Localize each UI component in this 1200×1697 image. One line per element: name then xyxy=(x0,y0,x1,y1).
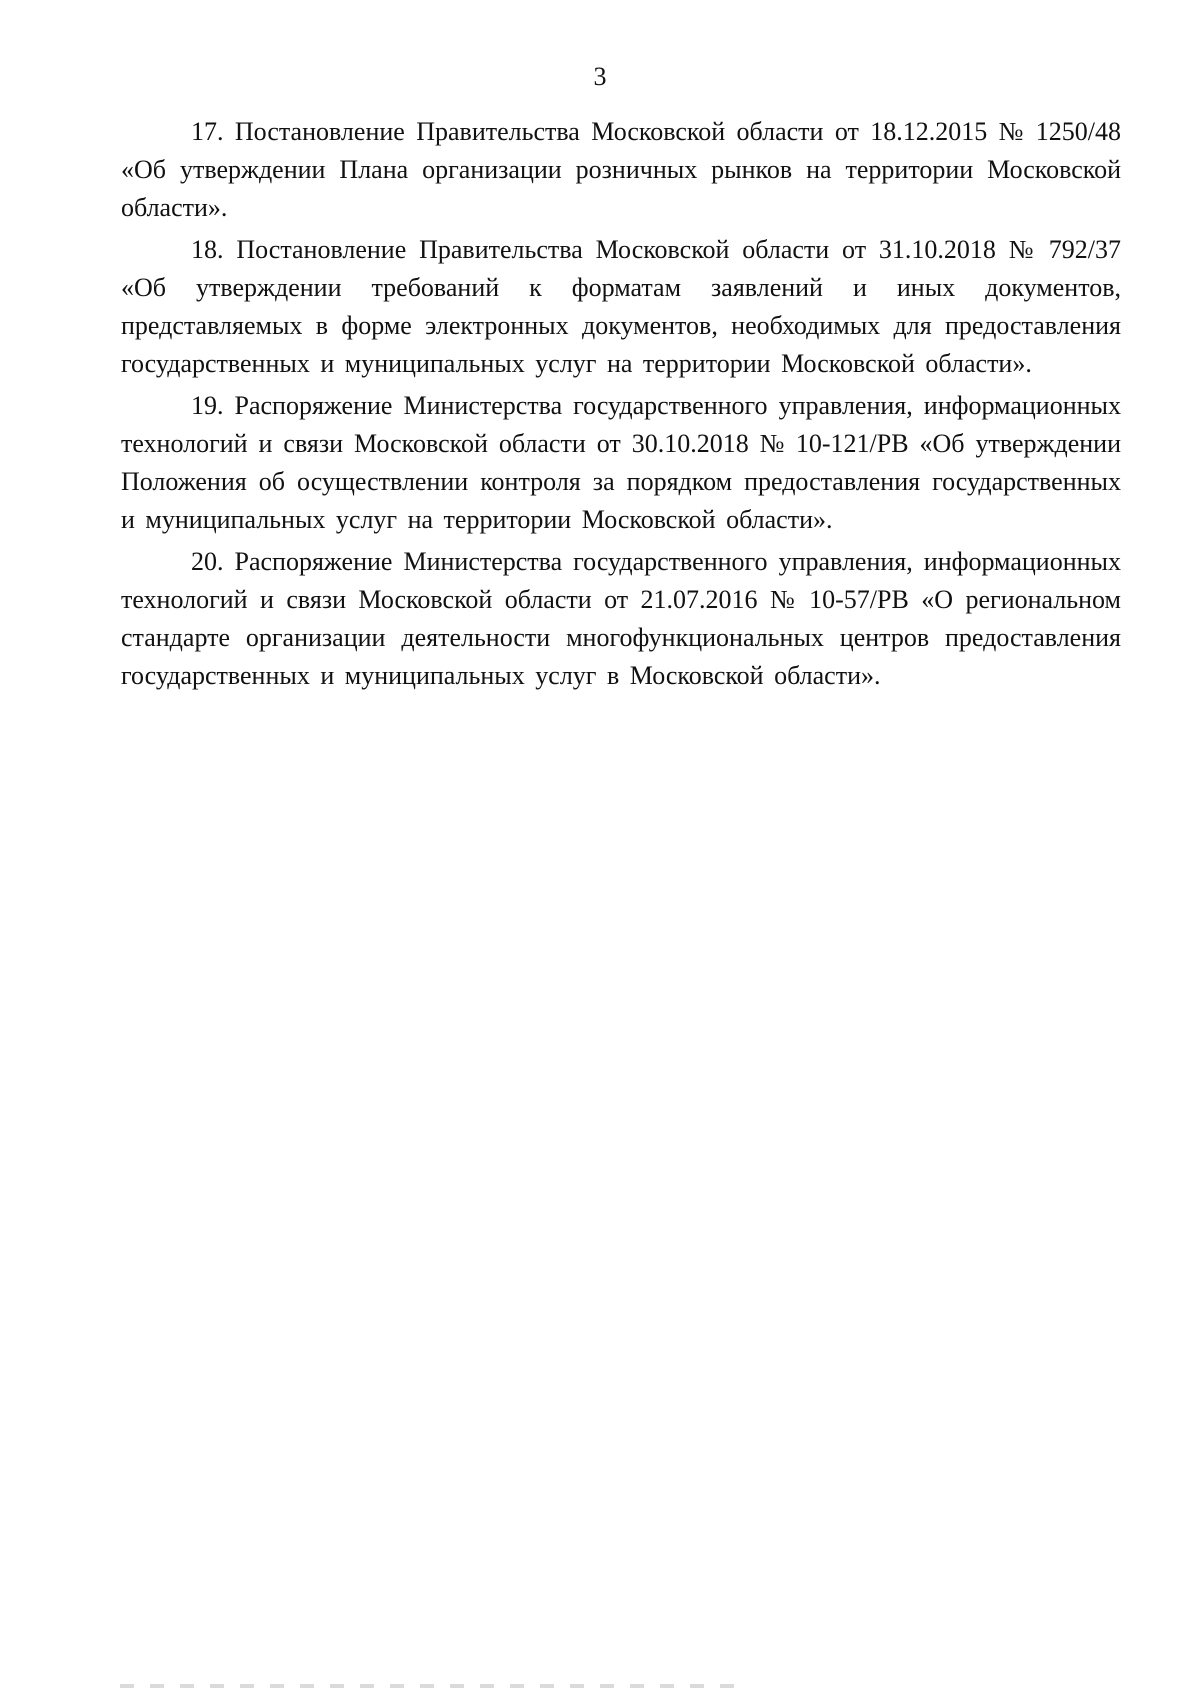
list-item-18: 18. Постановление Правительства Московской области от 31.10.2018 № 792/37 «Об утверждении требований к форматам заявлений и иных документов, представляемых в форме электронных документов, необходимых для предоставления государственных и муниципальных услуг на территории Московской области». xyxy=(121,235,1121,378)
legal-acts-list xyxy=(121,113,1121,699)
page-number: 3 xyxy=(593,62,607,91)
scan-footer-artifact xyxy=(120,1684,740,1688)
list-item-20: 20. Распоряжение Министерства государственного управления, информационных технологий и связи Московской области от 21.07.2016 № 10-57/РВ «О региональном стандарте организации деятельности многофункциональных центров предоставления государственных и муниципальных услуг в Московской области». xyxy=(121,547,1121,690)
list-item-19: 19. Распоряжение Министерства государственного управления, информационных технологий и связи Московской области от 30.10.2018 № 10-121/РВ «Об утверждении Положения об осуществлении контроля за порядком предоставления государственных и муниципальных услуг на территории Московской области». xyxy=(121,391,1121,534)
list-item-17: 17. Постановление Правительства Московской области от 18.12.2015 № 1250/48 «Об утверждении Плана организации розничных рынков на территории Московской области». xyxy=(121,117,1121,222)
